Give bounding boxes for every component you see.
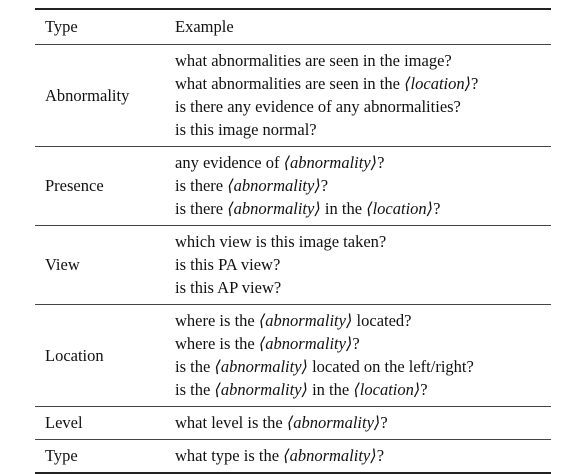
type-cell: Level xyxy=(45,413,83,432)
header-type: Type xyxy=(45,17,78,36)
example-line: is there ⟨abnormality⟩? xyxy=(175,176,329,195)
header-example: Example xyxy=(175,17,234,36)
example-cell xyxy=(175,49,551,141)
example-cell xyxy=(175,230,551,299)
table-row xyxy=(35,147,551,225)
table-row xyxy=(35,226,551,304)
example-line: is there any evidence of any abnormalities? xyxy=(175,97,461,116)
type-cell: View xyxy=(45,255,80,274)
example-line: is the ⟨abnormality⟩ located on the left/right? xyxy=(175,357,474,376)
table-row xyxy=(35,440,551,472)
example-line: which view is this image taken? xyxy=(175,232,387,251)
example-line: where is the ⟨abnormality⟩ located? xyxy=(175,311,412,330)
table-row xyxy=(35,45,551,146)
example-line: any evidence of ⟨abnormality⟩? xyxy=(175,153,385,172)
type-cell: Type xyxy=(45,446,78,465)
question-type-table xyxy=(35,8,551,474)
header-row xyxy=(35,10,551,44)
type-cell: Abnormality xyxy=(45,85,130,105)
table-row xyxy=(35,305,551,406)
example-line: what level is the ⟨abnormality⟩? xyxy=(175,413,388,432)
example-line: is this PA view? xyxy=(175,255,281,274)
example-line: what abnormalities are seen in the image? xyxy=(175,51,452,70)
example-line: what type is the ⟨abnormality⟩? xyxy=(175,446,385,465)
type-cell: Location xyxy=(45,345,104,365)
table-body xyxy=(35,45,551,472)
example-line: is this AP view? xyxy=(175,278,282,297)
type-cell: Presence xyxy=(45,176,104,195)
example-cell xyxy=(175,309,551,401)
table-row xyxy=(35,407,551,439)
example-line: what abnormalities are seen in the ⟨location⟩? xyxy=(175,74,479,93)
example-cell xyxy=(175,411,551,434)
example-line: is the ⟨abnormality⟩ in the ⟨location⟩? xyxy=(175,380,428,399)
example-line: where is the ⟨abnormality⟩? xyxy=(175,334,360,353)
example-line: is this image normal? xyxy=(175,120,317,139)
example-cell xyxy=(175,444,551,467)
example-line: is there ⟨abnormality⟩ in the ⟨location⟩? xyxy=(175,199,441,218)
example-cell xyxy=(175,151,551,220)
